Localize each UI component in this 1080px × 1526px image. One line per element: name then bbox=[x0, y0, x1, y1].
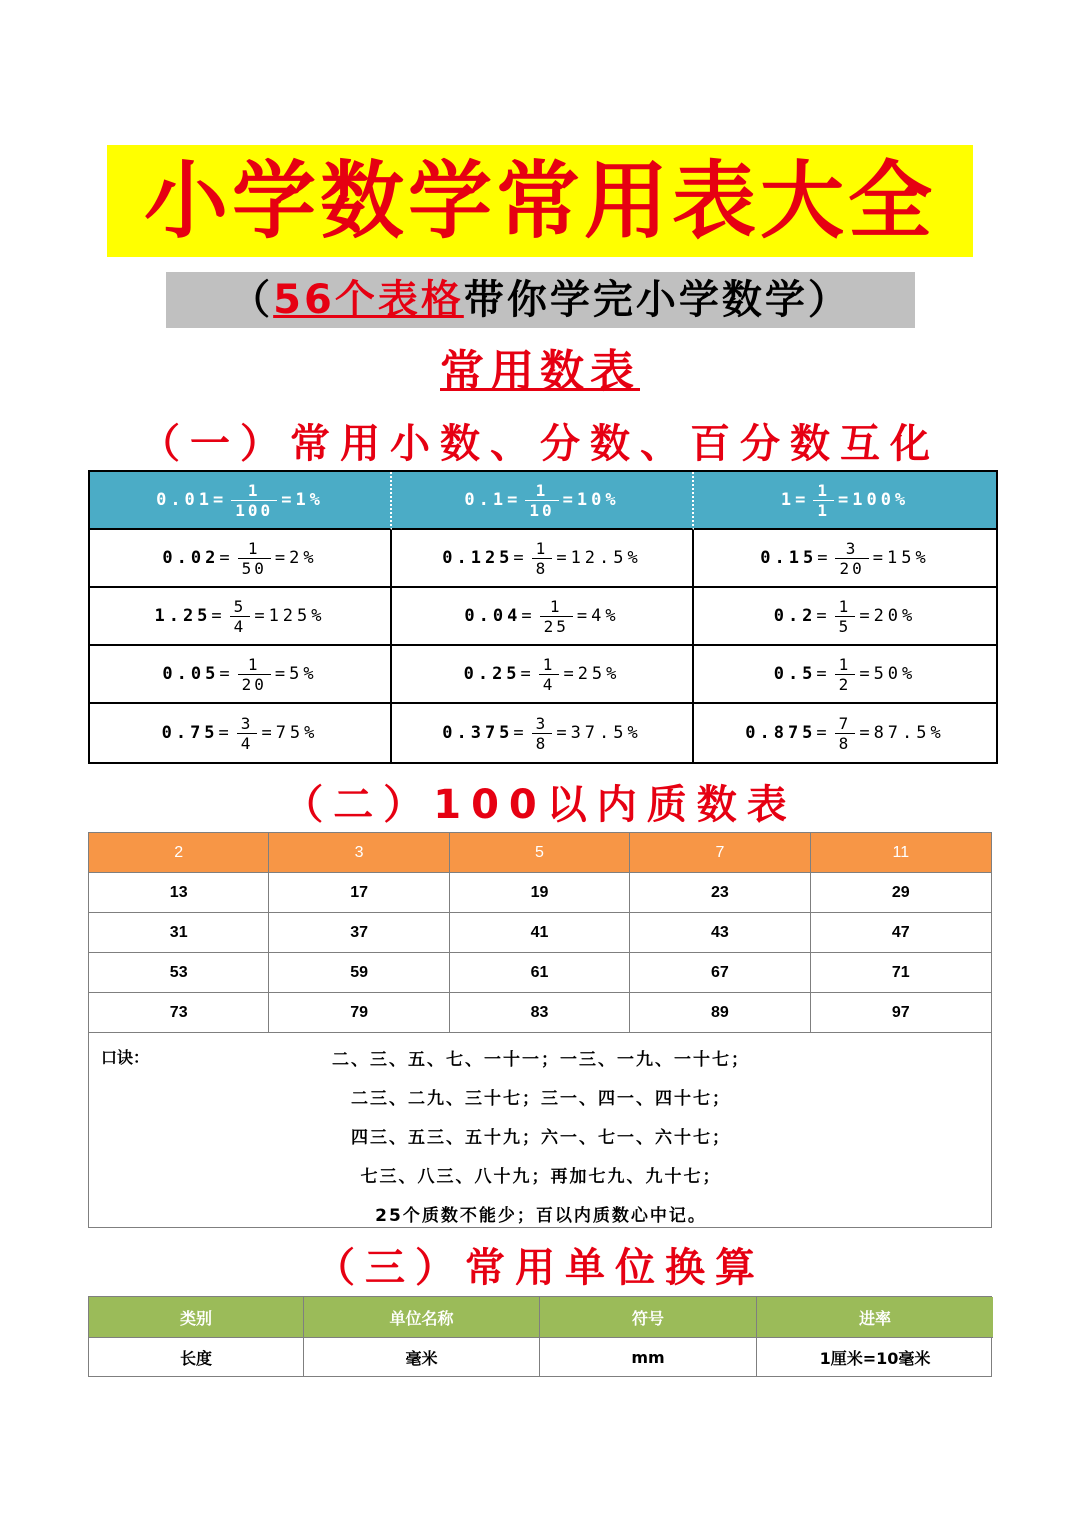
prime-cell: 89 bbox=[630, 993, 810, 1033]
conversion-cell bbox=[694, 646, 996, 704]
fraction-numerator: 3 bbox=[845, 538, 859, 558]
decimal-value: 0.01 bbox=[156, 490, 214, 510]
prime-header-cell: 5 bbox=[450, 833, 630, 873]
fraction-numerator: 1 bbox=[247, 538, 261, 558]
fraction bbox=[532, 539, 553, 578]
prime-cell: 61 bbox=[450, 953, 630, 993]
unit-header-cell: 单位名称 bbox=[304, 1297, 540, 1338]
equals-sign: = bbox=[816, 664, 831, 684]
equals-sign: = bbox=[556, 548, 571, 568]
equals-sign: = bbox=[507, 490, 522, 510]
equals-sign: = bbox=[576, 606, 592, 626]
fraction bbox=[238, 539, 271, 578]
prime-cell: 67 bbox=[630, 953, 810, 993]
percent-value: 4% bbox=[591, 606, 620, 626]
fraction-numerator: 1 bbox=[247, 480, 261, 500]
fraction-numerator: 3 bbox=[535, 713, 549, 733]
rhyme-line: 二、三、五、七、一十一；一三、一九、一十七； bbox=[332, 1050, 750, 1070]
prime-cell: 97 bbox=[811, 993, 991, 1033]
page-title: 小学数学常用表大全 bbox=[107, 145, 973, 257]
fraction-denominator: 4 bbox=[230, 616, 251, 636]
prime-table bbox=[88, 832, 992, 1228]
fraction-denominator: 1 bbox=[813, 500, 834, 520]
decimal-value: 0.05 bbox=[162, 664, 220, 684]
decimal-value: 0.02 bbox=[162, 548, 220, 568]
fraction bbox=[237, 714, 258, 753]
fraction-numerator: 1 bbox=[838, 654, 852, 674]
equals-sign: = bbox=[254, 606, 269, 626]
conversion-cell bbox=[392, 588, 694, 646]
equals-sign: = bbox=[261, 723, 276, 743]
fraction-numerator: 5 bbox=[233, 596, 247, 616]
fraction-denominator: 8 bbox=[835, 733, 856, 753]
percent-value: 25% bbox=[577, 664, 621, 684]
equals-sign: = bbox=[837, 490, 853, 510]
conversion-table bbox=[88, 470, 998, 764]
fraction bbox=[835, 597, 856, 636]
equals-sign: = bbox=[218, 723, 233, 743]
heading-units: （三）常用单位换算 bbox=[315, 1245, 765, 1291]
fraction bbox=[238, 655, 271, 694]
conversion-cell bbox=[694, 588, 996, 646]
prime-cell: 53 bbox=[89, 953, 269, 993]
fraction bbox=[231, 481, 277, 520]
conversion-cell bbox=[90, 530, 392, 588]
equals-sign: = bbox=[274, 548, 290, 568]
subtitle-close: ） bbox=[807, 277, 851, 323]
unit-cell: mm bbox=[540, 1338, 757, 1377]
unit-header-cell: 符号 bbox=[540, 1297, 757, 1338]
equals-sign: = bbox=[556, 723, 571, 743]
equals-sign: = bbox=[816, 723, 831, 743]
conversion-cell bbox=[392, 530, 694, 588]
fraction bbox=[540, 597, 573, 636]
section-title-text: 常用数表 bbox=[440, 346, 640, 397]
fraction-denominator: 10 bbox=[525, 500, 558, 520]
decimal-value: 0.5 bbox=[773, 664, 817, 684]
equals-sign: = bbox=[795, 490, 810, 510]
fraction bbox=[835, 714, 856, 753]
equals-sign: = bbox=[816, 606, 831, 626]
rhyme-line: 二三、二九、三十七；三一、四一、四十七； bbox=[351, 1089, 731, 1109]
conversion-cell bbox=[694, 472, 996, 530]
unit-header-cell: 类别 bbox=[89, 1297, 304, 1338]
percent-value: 87.5% bbox=[873, 723, 945, 743]
fraction-numerator: 1 bbox=[838, 596, 852, 616]
unit-cell: 毫米 bbox=[304, 1338, 540, 1377]
prime-cell: 29 bbox=[811, 873, 991, 913]
equals-sign: = bbox=[513, 723, 528, 743]
fraction-denominator: 50 bbox=[238, 558, 271, 578]
percent-value: 2% bbox=[289, 548, 318, 568]
percent-value: 1% bbox=[295, 490, 324, 510]
rhyme-line: 七三、八三、八十九；再加七九、九十七； bbox=[360, 1167, 722, 1187]
rhyme-line: 25个质数不能少；百以内质数心中记。 bbox=[375, 1206, 707, 1226]
fraction-numerator: 1 bbox=[535, 538, 549, 558]
fraction-denominator: 8 bbox=[532, 558, 553, 578]
percent-value: 75% bbox=[275, 723, 319, 743]
fraction bbox=[835, 539, 868, 578]
prime-header-cell: 11 bbox=[811, 833, 991, 873]
percent-value: 15% bbox=[887, 548, 930, 568]
decimal-value: 1.25 bbox=[154, 606, 212, 626]
fraction-numerator: 1 bbox=[817, 480, 830, 500]
prime-cell: 71 bbox=[811, 953, 991, 993]
prime-cell: 23 bbox=[630, 873, 810, 913]
decimal-value: 0.2 bbox=[773, 606, 817, 626]
prime-cell: 19 bbox=[450, 873, 630, 913]
fraction-denominator: 2 bbox=[835, 674, 856, 694]
prime-cell: 47 bbox=[811, 913, 991, 953]
percent-value: 12.5% bbox=[570, 548, 642, 568]
percent-value: 37.5% bbox=[570, 723, 642, 743]
decimal-value: 0.125 bbox=[442, 548, 514, 568]
percent-value: 125% bbox=[268, 606, 326, 626]
equals-sign: = bbox=[872, 548, 887, 568]
prime-cell: 79 bbox=[269, 993, 449, 1033]
equals-sign: = bbox=[859, 723, 874, 743]
prime-cell: 13 bbox=[89, 873, 269, 913]
decimal-value: 0.04 bbox=[464, 606, 522, 626]
equals-sign: = bbox=[520, 664, 535, 684]
fraction-denominator: 100 bbox=[231, 500, 277, 520]
rhyme-line: 四三、五三、五十九；六一、七一、六十七； bbox=[351, 1128, 731, 1148]
fraction bbox=[532, 714, 553, 753]
fraction-numerator: 1 bbox=[549, 596, 563, 616]
equals-sign: = bbox=[563, 664, 578, 684]
prime-cell: 83 bbox=[450, 993, 630, 1033]
heading-conversion: （一）常用小数、分数、百分数互化 bbox=[140, 421, 940, 467]
section-title bbox=[0, 342, 1080, 402]
decimal-value: 0.75 bbox=[161, 723, 219, 743]
fraction-denominator: 4 bbox=[237, 733, 258, 753]
equals-sign: = bbox=[817, 548, 832, 568]
prime-cell: 43 bbox=[630, 913, 810, 953]
fraction-denominator: 4 bbox=[539, 674, 560, 694]
subtitle bbox=[166, 272, 915, 328]
prime-cell: 31 bbox=[89, 913, 269, 953]
equals-sign: = bbox=[513, 548, 528, 568]
equals-sign: = bbox=[211, 606, 226, 626]
conversion-cell bbox=[392, 704, 694, 762]
fraction-denominator: 8 bbox=[532, 733, 553, 753]
fraction-numerator: 1 bbox=[247, 654, 261, 674]
prime-header-cell: 3 bbox=[269, 833, 449, 873]
rhyme-label: 口诀： bbox=[101, 1048, 150, 1067]
equals-sign: = bbox=[859, 664, 874, 684]
equals-sign: = bbox=[274, 664, 290, 684]
fraction-numerator: 3 bbox=[240, 713, 254, 733]
fraction-numerator: 1 bbox=[535, 480, 549, 500]
percent-value: 50% bbox=[873, 664, 917, 684]
decimal-value: 0.875 bbox=[745, 723, 817, 743]
conversion-cell bbox=[90, 704, 392, 762]
equals-sign: = bbox=[859, 606, 874, 626]
subtitle-highlight: 56个表格 bbox=[273, 277, 464, 323]
percent-value: 5% bbox=[289, 664, 318, 684]
equals-sign: = bbox=[219, 548, 234, 568]
prime-cell: 37 bbox=[269, 913, 449, 953]
conversion-cell bbox=[392, 646, 694, 704]
percent-value: 10% bbox=[576, 490, 620, 510]
fraction bbox=[525, 481, 558, 520]
fraction-numerator: 7 bbox=[838, 713, 852, 733]
prime-grid bbox=[89, 833, 991, 1033]
prime-cell: 41 bbox=[450, 913, 630, 953]
decimal-value: 0.375 bbox=[442, 723, 514, 743]
equals-sign: = bbox=[562, 490, 577, 510]
decimal-value: 0.15 bbox=[760, 548, 818, 568]
prime-header-cell: 2 bbox=[89, 833, 269, 873]
subtitle-open: （ bbox=[230, 277, 274, 323]
equals-sign: = bbox=[213, 490, 228, 510]
fraction-denominator: 20 bbox=[238, 674, 271, 694]
conversion-cell bbox=[694, 704, 996, 762]
heading-primes: （二）100以内质数表 bbox=[283, 782, 797, 828]
fraction bbox=[813, 481, 834, 520]
prime-cell: 73 bbox=[89, 993, 269, 1033]
conversion-cell bbox=[392, 472, 694, 530]
subtitle-rest: 带你学完小学数学 bbox=[463, 277, 808, 323]
conversion-cell bbox=[90, 472, 392, 530]
fraction-denominator: 20 bbox=[835, 558, 868, 578]
unit-header-cell: 进率 bbox=[757, 1297, 993, 1338]
equals-sign: = bbox=[521, 606, 536, 626]
conversion-cell bbox=[90, 646, 392, 704]
decimal-value: 1 bbox=[780, 490, 796, 510]
fraction-denominator: 25 bbox=[540, 616, 573, 636]
prime-cell: 59 bbox=[269, 953, 449, 993]
fraction-denominator: 5 bbox=[835, 616, 856, 636]
unit-cell: 长度 bbox=[89, 1338, 304, 1377]
prime-cell: 17 bbox=[269, 873, 449, 913]
percent-value: 20% bbox=[873, 606, 917, 626]
equals-sign: = bbox=[219, 664, 234, 684]
unit-cell: 1厘米=10毫米 bbox=[819, 1349, 931, 1368]
decimal-value: 0.1 bbox=[464, 490, 508, 510]
fraction bbox=[835, 655, 856, 694]
decimal-value: 0.25 bbox=[463, 664, 521, 684]
conversion-cell bbox=[694, 530, 996, 588]
fraction bbox=[539, 655, 560, 694]
prime-rhyme bbox=[89, 1033, 991, 1228]
equals-sign: = bbox=[281, 490, 296, 510]
conversion-cell bbox=[90, 588, 392, 646]
fraction bbox=[230, 597, 251, 636]
prime-header-cell: 7 bbox=[630, 833, 810, 873]
fraction-numerator: 1 bbox=[542, 654, 556, 674]
percent-value: 100% bbox=[852, 490, 910, 510]
unit-table bbox=[88, 1296, 992, 1377]
